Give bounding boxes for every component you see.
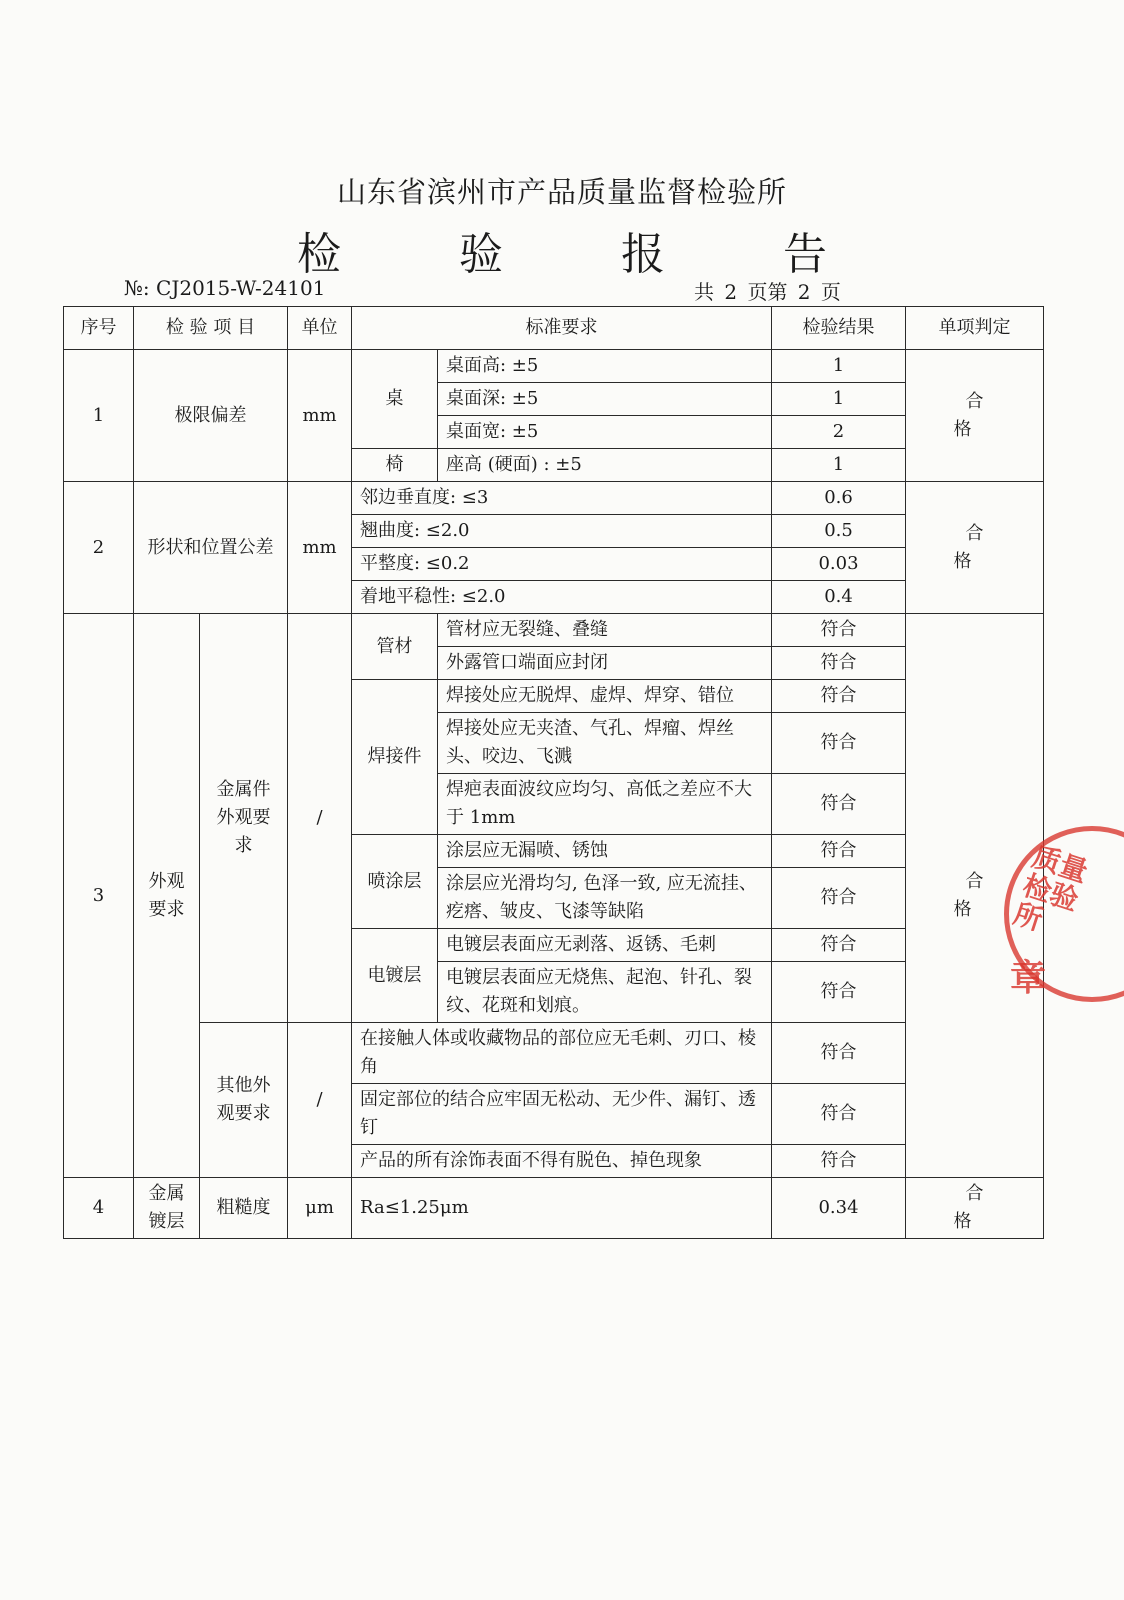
row-subitem: 粗糙度	[200, 1178, 288, 1239]
metal-subitem: 金属件外观要求	[200, 614, 288, 1023]
pipe-label: 管材	[352, 614, 438, 680]
header-row	[64, 307, 1044, 350]
report-title: 检 验 报 告	[297, 229, 879, 280]
requirement: 管材应无裂缝、叠缝	[438, 614, 772, 647]
result: 符合	[772, 680, 906, 713]
row-item: 金属镀层	[134, 1178, 200, 1239]
result: 0.4	[772, 581, 906, 614]
col-item: 检 验 项 目	[134, 307, 288, 350]
requirement: 平整度: ≤0.2	[352, 548, 772, 581]
spray-label: 喷涂层	[352, 835, 438, 929]
result: 0.34	[772, 1178, 906, 1239]
col-judgement: 单项判定	[906, 307, 1044, 350]
document-number: №: CJ2015-W-24101	[124, 276, 326, 300]
page-info: 共 2 页第 2 页	[694, 280, 841, 304]
result: 符合	[772, 835, 906, 868]
inspection-table	[63, 306, 1047, 1239]
judgement: 合 格	[906, 482, 1044, 614]
desk-label: 桌	[352, 350, 438, 449]
requirement: 桌面深: ±5	[438, 383, 772, 416]
result: 符合	[772, 1023, 906, 1084]
requirement: 焊接处应无脱焊、虚焊、焊穿、错位	[438, 680, 772, 713]
row-unit: μm	[288, 1178, 352, 1239]
row-unit: /	[288, 614, 352, 1023]
col-unit: 单位	[288, 307, 352, 350]
requirement: 电镀层表面应无烧焦、起泡、针孔、裂纹、花斑和划痕。	[438, 962, 772, 1023]
result: 0.03	[772, 548, 906, 581]
col-requirement: 标准要求	[352, 307, 772, 350]
result: 2	[772, 416, 906, 449]
result: 0.6	[772, 482, 906, 515]
requirement: 邻边垂直度: ≤3	[352, 482, 772, 515]
table-row	[64, 614, 1044, 647]
weld-label: 焊接件	[352, 680, 438, 835]
result: 符合	[772, 774, 906, 835]
judgement: 合 格	[906, 350, 1044, 482]
other-subitem: 其他外观要求	[200, 1023, 288, 1178]
requirement: 桌面高: ±5	[438, 350, 772, 383]
requirement: 在接触人体或收藏物品的部位应无毛刺、刃口、棱角	[352, 1023, 772, 1084]
row-no: 1	[64, 350, 134, 482]
requirement: 电镀层表面应无剥落、返锈、毛刺	[438, 929, 772, 962]
requirement: 桌面宽: ±5	[438, 416, 772, 449]
judgement: 合 格	[906, 1178, 1044, 1239]
judgement: 合 格	[906, 614, 1044, 1178]
row-no: 4	[64, 1178, 134, 1239]
organization-name: 山东省滨州市产品质量监督检验所	[336, 175, 787, 209]
row-unit: /	[288, 1023, 352, 1178]
requirement: 外露管口端面应封闭	[438, 647, 772, 680]
table-row	[64, 482, 1044, 515]
requirement: 焊疤表面波纹应均匀、高低之差应不大于 1mm	[438, 774, 772, 835]
table-row	[64, 350, 1044, 383]
plating-label: 电镀层	[352, 929, 438, 1023]
row-unit: mm	[288, 482, 352, 614]
requirement: Ra≤1.25μm	[352, 1178, 772, 1239]
result: 1	[772, 383, 906, 416]
seal-text: 质量检验所	[1009, 839, 1092, 938]
row-item: 极限偏差	[134, 350, 288, 482]
row-no: 3	[64, 614, 134, 1178]
requirement: 涂层应无漏喷、锈蚀	[438, 835, 772, 868]
result: 符合	[772, 1084, 906, 1145]
requirement: 座高 (硬面) : ±5	[438, 449, 772, 482]
requirement: 产品的所有涂饰表面不得有脱色、掉色现象	[352, 1145, 772, 1178]
requirement: 翘曲度: ≤2.0	[352, 515, 772, 548]
result: 符合	[772, 647, 906, 680]
requirement: 固定部位的结合应牢固无松动、无少件、漏钉、透钉	[352, 1084, 772, 1145]
table-row	[64, 1023, 1044, 1084]
result: 符合	[772, 929, 906, 962]
result: 符合	[772, 713, 906, 774]
row-item: 外观要求	[134, 614, 200, 1178]
requirement: 涂层应光滑均匀, 色泽一致, 应无流挂、疙瘩、皱皮、飞漆等缺陷	[438, 868, 772, 929]
col-no: 序号	[64, 307, 134, 350]
result: 1	[772, 350, 906, 383]
result: 0.5	[772, 515, 906, 548]
result: 符合	[772, 868, 906, 929]
row-no: 2	[64, 482, 134, 614]
chair-label: 椅	[352, 449, 438, 482]
requirement: 焊接处应无夹渣、气孔、焊瘤、焊丝头、咬边、飞溅	[438, 713, 772, 774]
requirement: 着地平稳性: ≤2.0	[352, 581, 772, 614]
table-row	[64, 1178, 1044, 1239]
result: 符合	[772, 1145, 906, 1178]
result: 1	[772, 449, 906, 482]
col-result: 检验结果	[772, 307, 906, 350]
result: 符合	[772, 614, 906, 647]
result: 符合	[772, 962, 906, 1023]
row-unit: mm	[288, 350, 352, 482]
seal-char: 章	[1010, 957, 1047, 999]
row-item: 形状和位置公差	[134, 482, 288, 614]
